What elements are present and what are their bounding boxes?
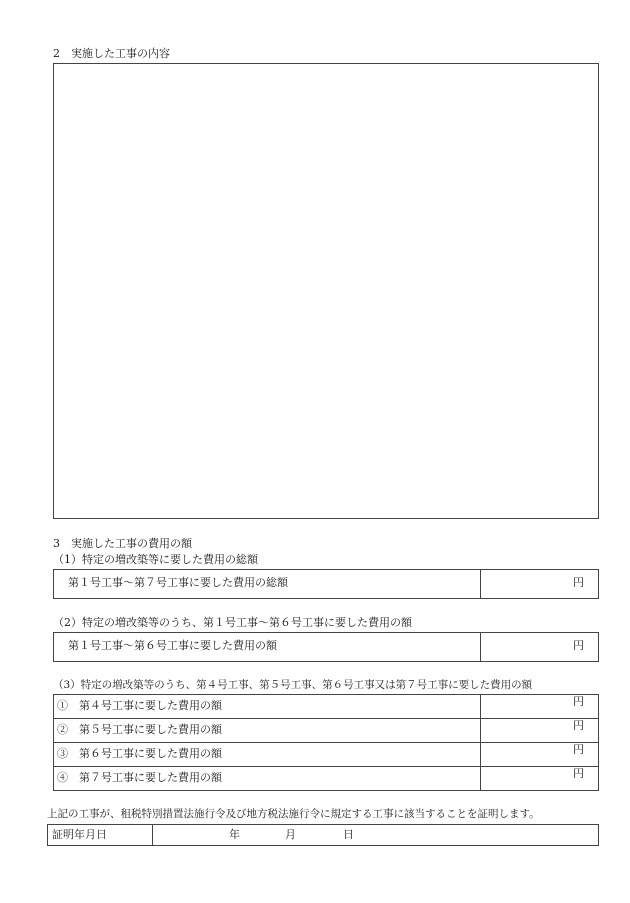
certification-statement: 上記の工事が、租税特別措置法施行令及び地方税法施行令に規定する工事に該当することを証明します。 — [47, 808, 540, 820]
sub3-unit-4: 円 — [573, 695, 584, 708]
sub2-row-label: 第１号工事～第６号工事に要した費用の額 — [68, 639, 277, 652]
sub2-unit: 円 — [573, 639, 584, 652]
sub3-unit-5: 円 — [573, 719, 584, 732]
section-2-heading: 2 実施した工事の内容 — [53, 47, 170, 60]
sub3-row-label-4: ① 第４号工事に要した費用の額 — [57, 699, 222, 712]
sub3-row-label-6: ③ 第６号工事に要した費用の額 — [57, 747, 222, 760]
sub1-heading: （1）特定の増改築等に要した費用の総額 — [53, 553, 258, 566]
sub3-unit-7: 円 — [573, 767, 584, 780]
work-content-field[interactable] — [53, 63, 599, 519]
sub3-heading: （3）特定の増改築等のうち、第４号工事、第５号工事、第６号工事又は第７号工事に要した費用の額 — [53, 679, 533, 691]
sub1-row-label: 第１号工事～第７号工事に要した費用の総額 — [68, 576, 288, 589]
date-year-label: 年 — [229, 828, 240, 841]
date-day-label: 日 — [343, 828, 354, 841]
sub1-unit: 円 — [573, 576, 584, 589]
section-3-heading: 3 実施した工事の費用の額 — [53, 537, 192, 550]
sub3-row-label-5: ② 第５号工事に要した費用の額 — [57, 723, 222, 736]
certification-date-label: 証明年月日 — [52, 828, 107, 841]
certification-date-field[interactable] — [153, 825, 598, 845]
sub3-unit-6: 円 — [573, 743, 584, 756]
date-month-label: 月 — [285, 828, 296, 841]
sub2-heading: （2）特定の増改築等のうち、第１号工事～第６号工事に要した費用の額 — [53, 616, 412, 629]
sub3-row-label-7: ④ 第７号工事に要した費用の額 — [57, 771, 222, 784]
